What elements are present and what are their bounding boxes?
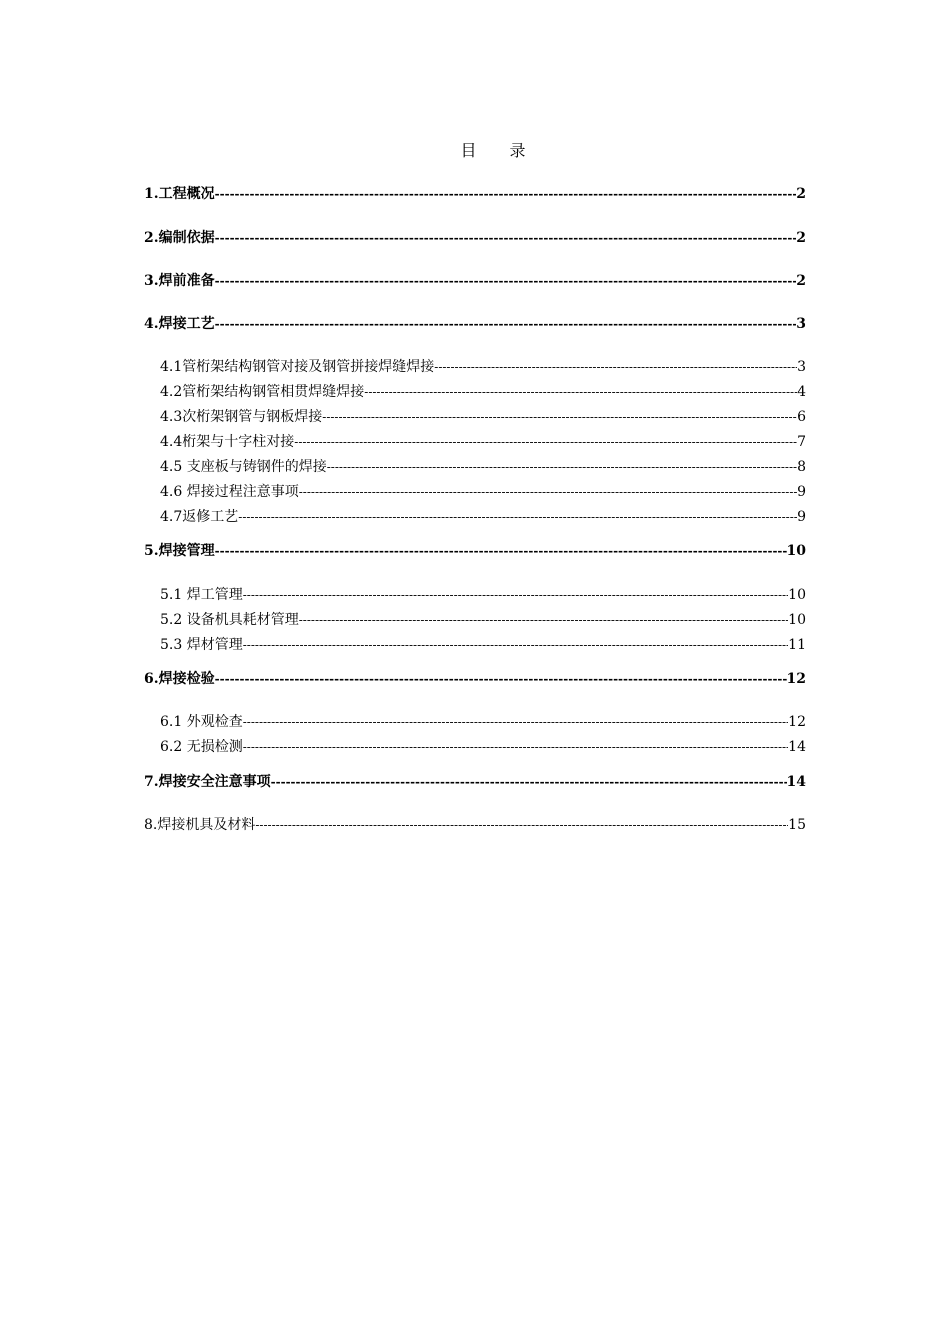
toc-leader [238,507,797,527]
toc-entry-page: 12 [788,714,806,730]
toc-entry-page: 3 [797,359,806,375]
toc-entry-label: 5.焊接管理 [144,543,215,559]
toc-leader [243,635,788,655]
toc-entry-page: 15 [788,817,806,833]
toc-entry-3[interactable] [144,271,806,291]
toc-entry-5-2[interactable] [160,610,806,630]
toc-entry-label: 4.3次桁架钢管与钢板焊接 [160,409,323,425]
toc-leader [327,457,797,477]
toc-leader [215,184,797,204]
toc-entry-page: 4 [797,384,806,400]
toc-entry-page: 10 [788,612,806,628]
toc-entry-page: 7 [797,434,806,450]
toc-entry-label: 6.1 外观检查 [160,714,243,730]
toc-entry-page: 2 [796,230,806,246]
toc-entry-4-6[interactable] [160,482,806,502]
toc-entry-label: 4.1管桁架结构钢管对接及钢管拼接焊缝焊接 [160,359,435,375]
toc-leader [215,669,787,689]
toc-entry-label: 4.4桁架与十字柱对接 [160,434,295,450]
toc-entry-label: 1.工程概况 [144,186,215,202]
toc-entry-label: 4.6 焊接过程注意事项 [160,484,299,500]
toc-leader [299,610,788,630]
toc-entry-4-4[interactable] [160,432,806,452]
toc-entry-page: 12 [786,671,806,687]
toc-leader [434,357,797,377]
toc-entry-page: 10 [786,543,806,559]
toc-entry-label: 4.7返修工艺 [160,509,239,525]
toc-entry-page: 8 [797,459,806,475]
toc-leader [243,712,788,732]
toc-entry-4-7[interactable] [160,507,806,527]
toc-entry-label: 2.编制依据 [144,230,215,246]
toc-entry-5-1[interactable] [160,585,806,605]
toc-entry-6-1[interactable] [160,712,806,732]
toc-entry-5-3[interactable] [160,635,806,655]
toc-leader [255,815,788,835]
toc-entry-page: 2 [796,273,806,289]
toc-entry-6-2[interactable] [160,737,806,757]
toc-entry-page: 14 [788,739,806,755]
toc-entry-page: 9 [797,509,806,525]
toc-leader [364,382,797,402]
toc-entry-6[interactable] [144,669,806,689]
toc-entry-page: 14 [786,774,806,790]
toc-entry-page: 3 [796,316,806,332]
toc-entry-7[interactable] [144,772,806,792]
toc-leader [322,407,797,427]
toc-entry-8[interactable] [144,815,806,835]
toc-entry-label: 8.焊接机具及材料 [144,817,256,833]
toc-entry-label: 4.焊接工艺 [144,316,215,332]
toc-entry-label: 5.1 焊工管理 [160,587,243,603]
toc-entry-4-2[interactable] [160,382,806,402]
toc-entry-4-1[interactable] [160,357,806,377]
toc-entry-label: 7.焊接安全注意事项 [144,774,271,790]
toc-title: 目 录 [460,141,540,160]
toc-entry-page: 10 [788,587,806,603]
toc-leader [243,585,788,605]
toc-entry-page: 6 [797,409,806,425]
toc-entry-label: 4.5 支座板与铸钢件的焊接 [160,459,327,475]
toc-entry-5[interactable] [144,541,806,561]
toc-leader [215,314,797,334]
toc-leader [294,432,797,452]
toc-entry-page: 2 [796,186,806,202]
toc-entry-4[interactable] [144,314,806,334]
toc-entry-4-3[interactable] [160,407,806,427]
toc-entry-label: 5.2 设备机具耗材管理 [160,612,299,628]
toc-entry-label: 5.3 焊材管理 [160,637,243,653]
toc-entry-label: 4.2管桁架结构钢管相贯焊缝焊接 [160,384,365,400]
toc-entry-1[interactable] [144,184,806,204]
toc-entry-label: 6.2 无损检测 [160,739,243,755]
toc-entry-label: 6.焊接检验 [144,671,215,687]
toc-entry-page: 11 [788,637,806,653]
toc-leader [243,737,788,757]
toc-entry-label: 3.焊前准备 [144,273,215,289]
toc-leader [215,271,797,291]
toc-leader [215,228,797,248]
toc-leader [215,541,787,561]
toc-entry-page: 9 [797,484,806,500]
toc-leader [299,482,797,502]
toc-entry-2[interactable] [144,228,806,248]
toc-leader [271,772,787,792]
toc-entry-4-5[interactable] [160,457,806,477]
